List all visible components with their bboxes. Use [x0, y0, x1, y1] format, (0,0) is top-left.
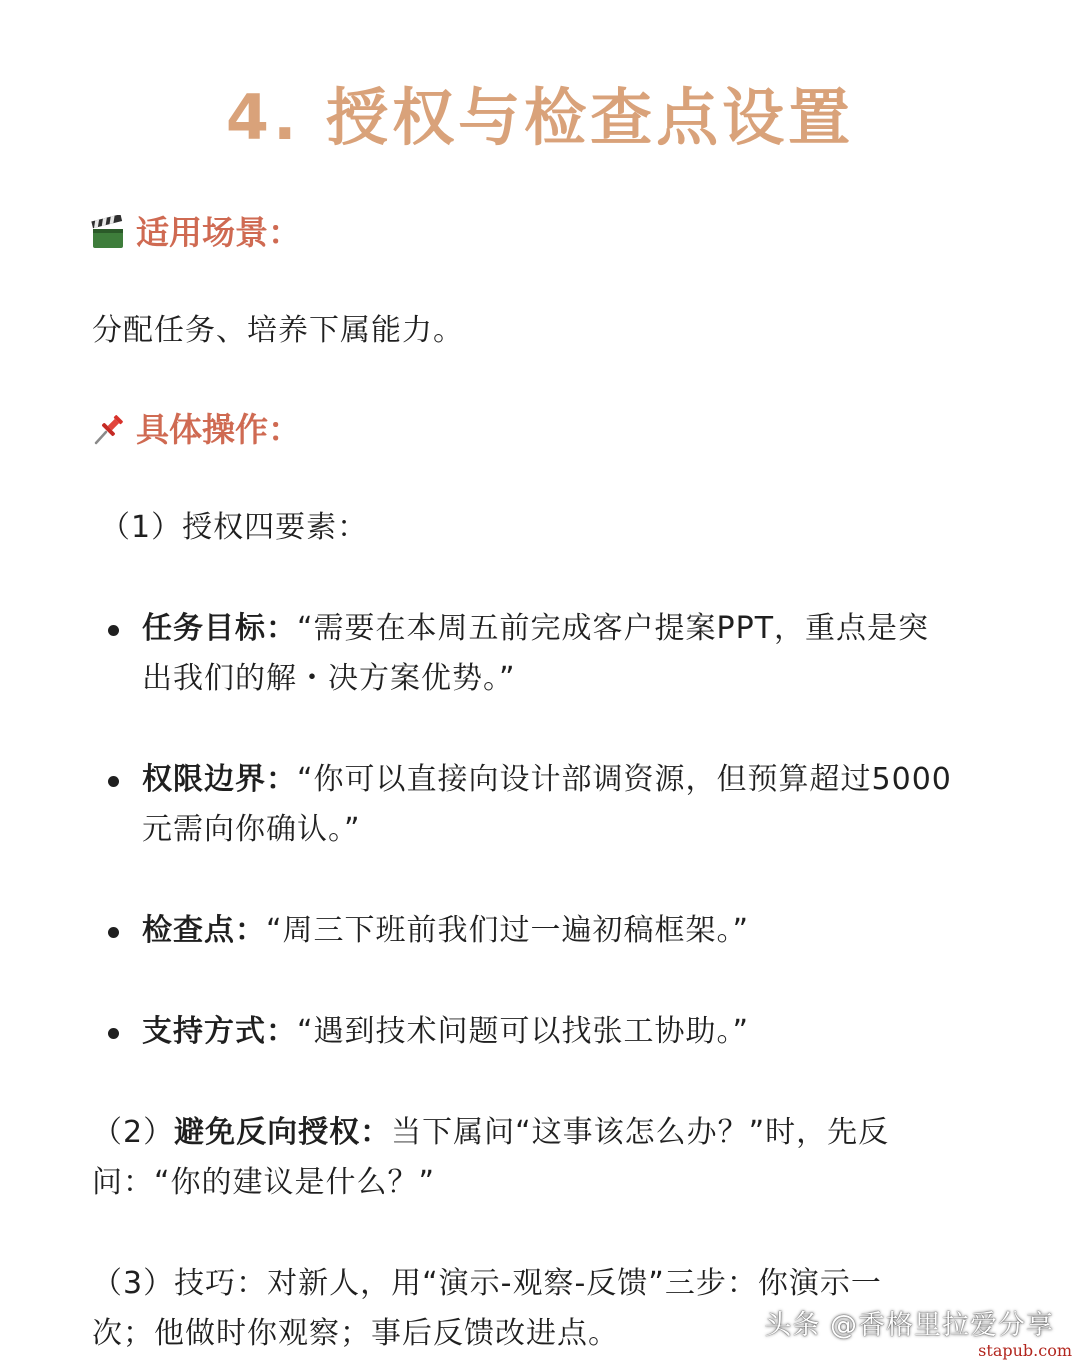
step-3-text: （3）技巧：对新人，用“演示-观察-反馈”三步：你演示一 — [92, 1266, 882, 1301]
list-item-task-goal — [108, 604, 988, 704]
bullet-dot — [108, 927, 119, 938]
step-2-text: 当下属问“这事该怎么办？”时，先反 — [391, 1115, 890, 1150]
pushpin-icon — [90, 412, 126, 448]
bullet-dot — [108, 625, 119, 636]
site-watermark: stapub.com — [978, 1341, 1072, 1360]
bullet-text-continued: 出我们的解・决方案优势。” — [142, 661, 516, 696]
step-2-text-continued: 问：“你的建议是什么？” — [92, 1165, 436, 1200]
section-heading-operations-label: 具体操作： — [136, 410, 301, 449]
list-item-checkpoint — [108, 906, 988, 956]
page-title: 4. 授权与检查点设置 — [225, 81, 855, 154]
list-item-authority-boundary — [108, 755, 988, 855]
bullet-label: 权限边界： — [142, 762, 297, 797]
step-2-prefix: （2） — [92, 1115, 175, 1150]
clapperboard-icon — [90, 215, 126, 251]
step-2-paragraph — [92, 1108, 992, 1208]
bullet-label: 任务目标： — [142, 611, 297, 646]
bullet-text: “遇到技术问题可以找张工协助。” — [297, 1014, 750, 1049]
section-heading-scene — [90, 211, 301, 255]
step-1-heading: （1）授权四要素： — [100, 510, 369, 545]
bullet-text: “周三下班前我们过一遍初稿框架。” — [266, 913, 750, 948]
section-heading-operations — [90, 408, 301, 452]
bullet-text-continued: 元需向你确认。” — [142, 812, 361, 847]
bullet-dot — [108, 776, 119, 787]
bullet-text: “你可以直接向设计部调资源，但预算超过5000 — [297, 762, 952, 797]
list-item-support-method — [108, 1007, 988, 1057]
toutiao-watermark: 头条 @香格里拉爱分享 — [764, 1310, 1054, 1341]
bullet-text: “需要在本周五前完成客户提案PPT，重点是突 — [297, 611, 930, 646]
bullet-label: 检查点： — [142, 913, 266, 948]
bullet-label: 支持方式： — [142, 1014, 297, 1049]
scene-description: 分配任务、培养下属能力。 — [92, 313, 464, 348]
step-2-label: 避免反向授权： — [174, 1115, 392, 1150]
bullet-dot — [108, 1028, 119, 1039]
step-3-text-continued: 次；他做时你观察；事后反馈改进点。 — [92, 1316, 619, 1351]
section-heading-scene-label: 适用场景： — [136, 213, 301, 252]
